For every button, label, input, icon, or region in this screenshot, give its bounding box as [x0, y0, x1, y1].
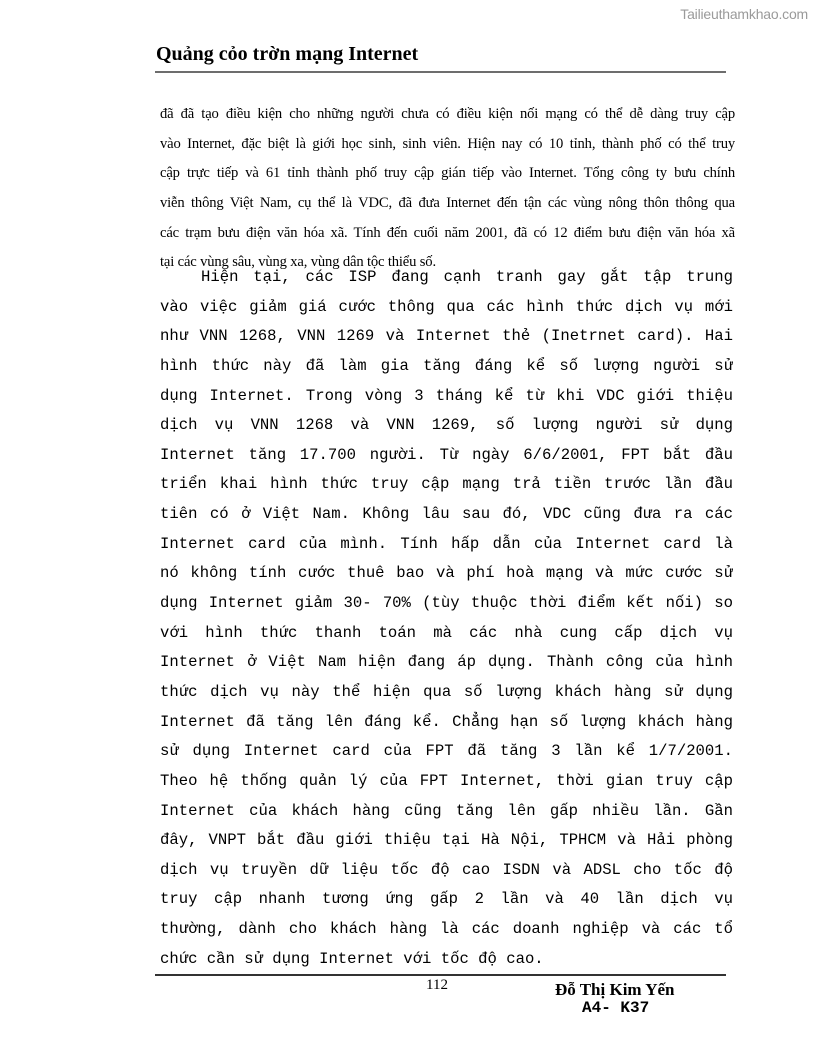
text-line: như VNN 1268, VNN 1269 và Internet thẻ (Inetrnet card). Hai [160, 327, 733, 346]
author-class: A4- K37 [582, 999, 650, 1017]
text-line: viễn thông Việt Nam, cụ thể là VDC, đã đưa Internet đến tận các vùng nông thôn thông qua [160, 194, 735, 211]
watermark: Tailieuthamkhao.com [680, 6, 808, 22]
text-line: Hiện tại, các ISP đang cạnh tranh gay gắt tập trung [201, 268, 733, 286]
text-line: với hình thức thanh toán mà các nhà cung cấp dịch vụ [160, 623, 733, 642]
text-line: đây, VNPT bắt đầu giới thiệu tại Hà Nội, TPHCM và Hải phòng [160, 831, 733, 850]
text-line: Theo hệ thống quản lý của FPT Internet, thời gian truy cập [160, 771, 733, 790]
text-line: thường, dành cho khách hàng là các doanh nghiệp và các tổ [160, 920, 733, 939]
text-line: thức dịch vụ này thể hiện qua số lượng khách hàng sử dụng [160, 682, 733, 701]
text-line: Internet tăng 17.700 người. Từ ngày 6/6/2001, FPT bắt đầu [160, 445, 733, 464]
text-line: sử dụng Internet card của FPT đã tăng 3 lần kể 1/7/2001. [160, 742, 733, 761]
text-line: triển khai hình thức truy cập mạng trả tiền trước lần đầu [160, 475, 733, 494]
text-line: nó không tính cước thuê bao và phí hoà mạng và mức cước sử [160, 564, 733, 583]
text-line: tại các vùng sâu, vùng xa, vùng dân tộc thiểu số. [160, 254, 436, 271]
author-name: Đỗ Thị Kim Yến [555, 980, 675, 999]
text-line: dụng Internet. Trong vòng 3 tháng kể từ khi VDC giới thiệu [160, 386, 733, 405]
text-line: truy cập nhanh tương ứng gấp 2 lần và 40 lần dịch vụ [160, 890, 733, 909]
footer-rule [155, 974, 726, 976]
text-line: dụng Internet giảm 30- 70% (tùy thuộc thời điểm kết nối) so [160, 594, 733, 613]
text-line: các trạm bưu điện văn hóa xã. Tính đến cuối năm 2001, đã có 12 điểm bưu điện văn hóa xã [160, 224, 735, 241]
text-line: dịch vụ VNN 1268 và VNN 1269, số lượng người sử dụng [160, 416, 733, 435]
text-line: hình thức này đã làm gia tăng đáng kể số lượng người sử [160, 356, 733, 375]
text-line: vào Internet, đặc biệt là giới học sinh, sinh viên. Hiện nay có 10 tỉnh, thành phố có thể truy [160, 135, 735, 152]
text-line: cập trực tiếp và 61 tỉnh thành phố truy cập gián tiếp vào Internet. Tổng công ty bưu chính [160, 165, 735, 182]
header-rule [155, 71, 726, 73]
text-line: Internet ở Việt Nam hiện đang áp dụng. Thành công của hình [160, 653, 733, 672]
text-line: tiên có ở Việt Nam. Không lâu sau đó, VDC cũng đưa ra các [160, 505, 733, 524]
text-line: Internet card của mình. Tính hấp dẫn của Internet card là [160, 534, 733, 553]
paragraph-2 [160, 263, 733, 974]
text-line: đã đã tạo điều kiện cho những người chưa có điều kiện nối mạng có thể dễ dàng truy cập [160, 106, 735, 122]
text-line: vào việc giảm giá cước thông qua các hình thức dịch vụ mới [160, 297, 733, 316]
text-line: Internet đã tăng lên đáng kể. Chẳng hạn số lượng khách hàng [160, 712, 733, 731]
text-line: Internet của khách hàng cũng tăng lên gấp nhiều lần. Gần [160, 801, 733, 820]
text-line: dịch vụ truyền dữ liệu tốc độ cao ISDN và ADSL cho tốc độ [160, 860, 733, 879]
text-line: chức cần sử dụng Internet với tốc độ cao. [160, 949, 544, 968]
page-header-title: Quảng cỏo trờn mạng Internet [156, 43, 419, 65]
page-number: 112 [426, 977, 448, 993]
paragraph-1 [160, 100, 735, 278]
